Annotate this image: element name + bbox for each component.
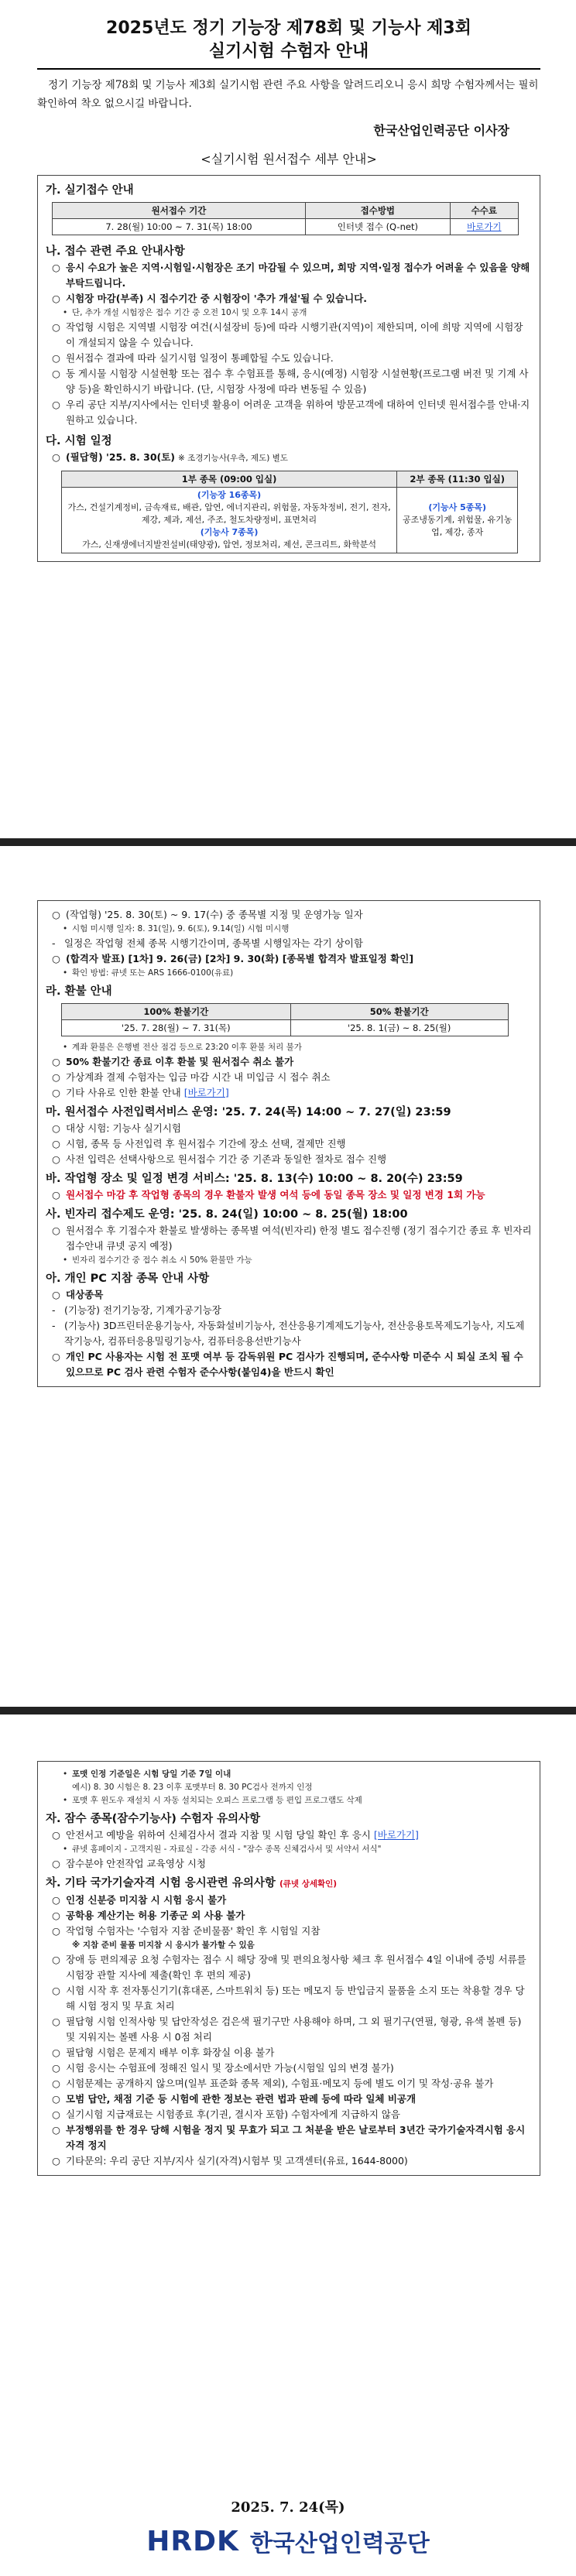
notice-item: ○ 원서접수 결과에 따라 실기시험 일정이 통폐합될 수도 있습니다. — [52, 352, 334, 364]
pre-entry-item: ○ 사전 입력은 선택사항으로 원서접수 기간 중 기존과 동일한 절차로 접수 진행 — [52, 1153, 387, 1165]
section-d-heading: 라. 환불 안내 — [46, 985, 112, 998]
group-master: (기능장 16종목) — [197, 490, 262, 500]
vacancy-item: ○ 원서접수 후 기접수자 환불로 발생하는 종목별 여석(빈자리) 한정 별도 접수진행 (정기 접수기간 종료 후 빈자리 접수안내 큐넷 공지 예정) — [52, 1225, 532, 1252]
pc-target: ○ 대상종목 — [52, 1289, 104, 1300]
caution-item: ○ 모범 답안, 채점 기준 등 시험에 관한 정보는 관련 법과 판례 등에 따라 일체 비공개 — [52, 2093, 417, 2105]
diving-note: • 큐넷 홈페이지 - 고객지원 - 자료실 - 각종 서식 - "잠수 종목 신체검사서 및 서약서 서식" — [63, 1845, 382, 1854]
pc-craftsman: - (기능사) 3D프린터운용기능사, 자동화설비기능사, 전산응용기계제도기능사, 전산응용토목제도기능사, 지도제작기능사, 컴퓨터응용밀링기능사, 컴퓨터응용선반기능사 — [52, 1320, 525, 1347]
refund-50-value: '25. 8. 1(금) ~ 8. 25(월) — [290, 1020, 508, 1036]
diving-item-2: ○ 잠수분야 안전작업 교육영상 시청 — [52, 1858, 206, 1869]
notice-item: ○ 작업형 시험은 지역별 시험장 여건(시설장비 등)에 따라 시행기관(지역)이 제한되며, 이에 희망 지역에 시험장이 개설되지 않을 수 있습니다. — [52, 321, 523, 348]
section-i-heading: 자. 잠수 종목(잠수기능사) 수험자 유의사항 — [46, 1813, 261, 1825]
issue-date: 2025. 7. 24(목) — [231, 2499, 345, 2516]
result-announcement: ○ (합격자 발표) [1차] 9. 26(금) [2차] 9. 30(화) [종목별 합격자 발표일정 확인] — [52, 953, 414, 964]
pc-check: ○ 개인 PC 사용자는 시험 전 포맷 여부 등 감독위원 PC 검사가 진행되며, 준수사항 미준수 시 퇴실 조치 될 수 있으므로 PC 검사 관련 수험자 준수사항(붙임4)을 반드시 확인 — [52, 1351, 523, 1378]
refund-link[interactable]: [바로가기] — [183, 1087, 229, 1098]
page-3 — [0, 1714, 576, 2576]
vacancy-note: • 빈자리 접수기간 중 접수 취소 시 50% 환불만 가능 — [63, 1255, 252, 1265]
page-break-bar — [0, 1707, 576, 1714]
caution-item: ○ 부정행위를 한 경우 당해 시험을 정지 및 무효가 되고 그 처분을 받은 날로부터 3년간 국가기술자격시험 응시 자격 정지 — [52, 2124, 526, 2151]
caution-item: ○ 시험 응시는 수험표에 정해진 일시 및 장소에서만 가능(시험일 임의 변경 불가) — [52, 2062, 394, 2074]
section-e-heading: 마. 원서접수 사전입력서비스 운영: '25. 7. 24(목) 14:00 ~ 7. 27(일) 23:59 — [46, 1106, 451, 1118]
session-1-header: 1부 종목 (09:00 입실) — [62, 471, 397, 488]
refund-item: ○ 가상계좌 결제 수험자는 입금 마감 시간 내 미입금 시 접수 취소 — [52, 1071, 331, 1083]
format-example: 예시) 8. 30 시험은 8. 23 이후 포맷부터 8. 30 PC검사 전까지 인정 — [72, 1783, 313, 1792]
section-c-heading: 다. 시험 일정 — [46, 435, 112, 447]
pc-master: - (기능장) 전기기능장, 기계가공기능장 — [52, 1304, 221, 1316]
hrdk-logo — [0, 2524, 576, 2558]
caution-item: ○ 시험문제는 공개하지 않으며(일부 표준화 종목 제외), 수험표·메모지 등에 별도 이기 및 작성·공유 불가 — [52, 2078, 494, 2089]
caution-item: ○ 필답형 시험은 문제지 배부 이후 화장실 이용 불가 — [52, 2047, 275, 2058]
session-2-header: 2부 종목 (11:30 입실) — [397, 471, 518, 488]
caution-note: ※ 지참 준비 물품 미지참 시 응시가 불가할 수 있음 — [72, 1941, 255, 1950]
refund-100-value: '25. 7. 28(월) ~ 7. 31(목) — [62, 1020, 291, 1036]
section-a-heading: 가. 실기접수 안내 — [46, 184, 134, 197]
issuer-signature: 한국산업인력공단 이사장 — [373, 123, 509, 138]
section-h-heading: 아. 개인 PC 지참 종목 안내 사항 — [46, 1273, 210, 1285]
col-method: 접수방법 — [305, 203, 450, 219]
refund-note: • 계좌 환불은 은행별 전산 점검 등으로 23:20 이후 환불 처리 불가 — [63, 1043, 302, 1052]
group-craftsman-2-items: 공조냉동기계, 위험물, 유기농업, 제강, 종자 — [402, 515, 513, 537]
logo-name: 한국산업인력공단 — [249, 2530, 430, 2557]
fee-link[interactable]: 바로가기 — [467, 221, 502, 232]
method-value: 인터넷 접수 (Q-net) — [305, 219, 450, 235]
caution-item: ○ 장애 등 편의제공 요청 수험자는 접수 시 해당 장애 및 편의요청사항 체크 후 원서접수 4일 이내에 증빙 서류를 시험장 관할 지사에 제출(확인 후 편의 제공) — [52, 1954, 526, 1981]
section-b-heading: 나. 접수 관련 주요 안내사항 — [46, 245, 185, 258]
intro-paragraph: 정기 기능장 제78회 및 기능사 제3회 실기시험 관련 주요 사항을 알려드리오니 응시 희망 수험자께서는 필히 확인하여 착오 없으시길 바랍니다. — [37, 79, 539, 110]
refund-table — [61, 1003, 509, 1036]
title-divider — [37, 68, 540, 70]
pre-entry-item: ○ 시험, 종목 등 사전입력 후 원서접수 기간에 장소 선택, 결제만 진행 — [52, 1138, 346, 1149]
group-master-items: 가스, 건설기계정비, 금속재료, 배관, 압연, 에너지관리, 위험물, 자동차정비, 전기, 전자, 제강, 제과, 제선, 주조, 철도차량정비, 표면처리 — [67, 502, 391, 525]
application-table — [52, 202, 519, 235]
result-note: • 확인 방법: 큐넷 또는 ARS 1666-0100(유료) — [63, 968, 234, 978]
caution-item: ○ 필답형 시험 인적사항 및 답안작성은 검은색 필기구만 사용해야 하며, 그 외 필기구(연필, 형광, 유색 볼펜 등) 및 지워지는 볼펜 사용 시 0점 처리 — [52, 2016, 522, 2043]
diving-item: ○ 안전서고 예방을 위하여 신체검사서 결과 지참 및 시험 당일 확인 후 응시 [바로가기] — [52, 1829, 419, 1841]
group-craftsman-1-items: 가스, 신재생에너지발전설비(태양광), 압연, 정보처리, 제선, 콘크리트, 화학분석 — [82, 540, 377, 550]
notice-item: ○ 시험장 마감(부족) 시 접수기간 중 시험장이 '추가 개설'될 수 있습니다. — [52, 293, 368, 304]
pre-entry-item: ○ 대상 시험: 기능사 실기시험 — [52, 1122, 181, 1134]
format-note: • 포맷 인정 기준일은 시험 당일 기준 7일 이내 — [63, 1769, 231, 1779]
schedule-note: • 시험 미시행 일자: 8. 31(일), 9. 6(토), 9.14(일) 시험 미시행 — [63, 924, 290, 933]
logo-mark: HRDK — [146, 2525, 239, 2557]
page-1 — [0, 0, 576, 840]
section-f-heading: 바. 작업형 장소 및 일정 변경 서비스: '25. 8. 13(수) 10:00 ~ 8. 20(수) 23:59 — [46, 1173, 463, 1185]
col-fee: 수수료 — [450, 203, 518, 219]
page-break-bar — [0, 838, 576, 846]
section-j-heading: 차. 기타 국가기술자격 시험 응시관련 유의사항 (큐넷 상세확인) — [46, 1877, 338, 1889]
notice-item: ○ 동 게시물 시험장 시설현황 또는 접수 후 수험표를 통해, 응시(예정) 시험장 시설현황(프로그램 버전 및 기계 사양 등)을 확인하시기 바랍니다. (단, 시험장 사정에 따라 변동될 수 있음) — [52, 368, 529, 395]
refund-100-header: 100% 환불기간 — [62, 1004, 291, 1020]
caution-item: ○ 실기시험 지급재료는 시험종료 후(기권, 결시자 포함) 수험자에게 지급하지 않음 — [52, 2108, 400, 2120]
caution-item: ○ 작업형 수험자는 '수험자 지참 준비물품' 확인 후 시험일 지참 — [52, 1925, 321, 1937]
caution-item: ○ 공학용 계산기는 허용 기종군 외 사용 불가 — [52, 1910, 245, 1921]
group-craftsman-2: (기능사 5종목) — [428, 502, 487, 512]
format-note-2: • 포맷 후 윈도우 재설치 시 자동 설치되는 오피스 프로그램 등 편입 프로그램도 삭제 — [63, 1796, 362, 1805]
schedule-practical: ○ (작업형) '25. 8. 30(토) ~ 9. 17(수) 중 종목별 지정 및 운영가능 일자 — [52, 909, 363, 920]
caution-item: ○ 인정 신분증 미지참 시 시험 응시 불가 — [52, 1894, 227, 1906]
doc-title-line2: 실기시험 수험자 안내 — [208, 42, 369, 61]
group-craftsman-1: (기능사 7종목) — [200, 527, 259, 537]
caution-item: ○ 시험 시작 후 전자통신기기(휴대폰, 스마트워치 등) 또는 메모지 등 반입금지 물품을 소지 또는 착용할 경우 당해 시험 정지 및 무효 처리 — [52, 1985, 525, 2012]
notice-frame — [37, 175, 540, 562]
notice-item: ○ 우리 공단 지부/지사에서는 인터넷 활용이 어려운 고객을 위하여 방문고객에 대하여 인터넷 원서접수를 안내·지원하고 있습니다. — [52, 399, 530, 426]
notice-note: • 단, 추가 개설 시험장은 접수 기간 중 오전 10시 및 오후 14시 공개 — [63, 308, 307, 317]
refund-item: ○ 50% 환불기간 종료 이후 환불 및 원서접수 취소 불가 — [52, 1056, 294, 1067]
written-session-table — [61, 471, 518, 553]
refund-item: ○ 기타 사유로 인한 환불 안내 [바로가기] — [52, 1087, 229, 1098]
section-subheading: <실기시험 원서접수 세부 안내> — [201, 152, 377, 166]
col-period: 원서접수 기간 — [53, 203, 306, 219]
period-value: 7. 28(월) 10:00 ~ 7. 31(목) 18:00 — [53, 219, 306, 235]
section-g-heading: 사. 빈자리 접수제도 운영: '25. 8. 24(일) 10:00 ~ 8. 25(월) 18:00 — [46, 1208, 408, 1221]
schedule-written: ○ (필답형) '25. 8. 30(토) ※ 조경기능사(우측, 제도) 별도 — [52, 451, 288, 463]
diving-link[interactable]: [바로가기] — [373, 1829, 419, 1841]
change-item: ○ 원서접수 마감 후 작업형 종목의 경우 환불자 발생 여석 등에 동일 종목 장소 및 일정 변경 1회 가능 — [52, 1189, 485, 1201]
refund-50-header: 50% 환불기간 — [290, 1004, 508, 1020]
doc-title-line1: 2025년도 정기 기능장 제78회 및 기능사 제3회 — [106, 19, 471, 38]
page-2 — [0, 846, 576, 1714]
notice-item: ○ 응시 수요가 높은 지역·시험일·시험장은 조기 마감될 수 있으며, 희망 지역·일정 접수가 어려울 수 있음을 양해 부탁드립니다. — [52, 262, 530, 289]
caution-item: ○ 기타문의: 우리 공단 지부/지사 실기(자격)시험부 및 고객센터(유료, 1644-8000) — [52, 2155, 408, 2167]
schedule-dash: - 일정은 작업형 전체 종목 시행기간이며, 종목별 시행일자는 각기 상이함 — [52, 937, 363, 949]
